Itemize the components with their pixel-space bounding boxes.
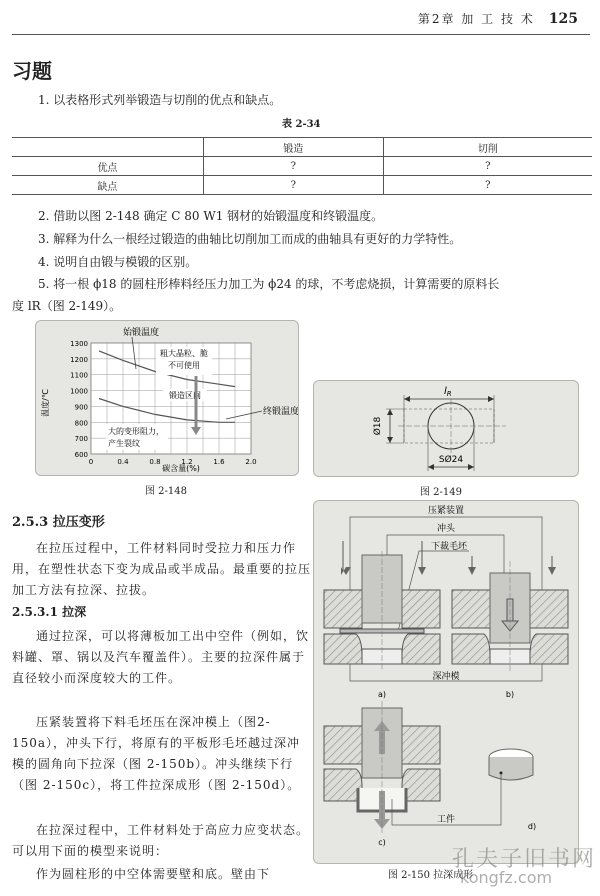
y-tick-label: 1000 [70,387,88,396]
y-tick-label: 1200 [70,355,88,364]
annotation-resistance: 大的变形阻力， [108,427,164,436]
deep-drawing-diagram [314,501,578,863]
x-tick-label: 2.0 [245,458,257,466]
annotation-cracks: 产生裂纹 [108,439,140,448]
sub-label-b: b) [505,690,515,699]
table-cell: ? [203,157,383,176]
comparison-table [12,137,592,195]
figure-2-150-caption: 图 2-150 拉深成形 [388,870,474,881]
label-s24: SØ24 [438,455,464,465]
x-tick-label: 0 [88,458,94,466]
series-label-end: 终锻温度 [263,407,298,417]
section-title: 习题 [12,59,52,83]
x-axis-label: 碳含量(%) [162,464,200,473]
running-header [418,10,578,27]
table-header-row [12,138,592,157]
paragraph-5: 作为圆柱形的中空体需要壁和底。壁由下 [36,867,271,881]
paragraph-4: 在拉深过程中，工件材料处于高应力应变状态。可以用下面的模型来说明： [12,823,310,858]
table-row [12,157,592,176]
stage-c [324,701,440,833]
y-tick-label: 800 [74,419,88,428]
question-4: 4. 说明自由锻与模锻的区别。 [38,255,198,269]
chapter-title: 第2章 加 工 技 术 [417,12,535,26]
stage-b [452,556,568,671]
question-3: 3. 解释为什么一根经过锻造的曲轴比切削加工而成的曲轴具有更好的力学特性。 [38,232,462,246]
table-cell: ? [383,157,592,176]
bar-to-sphere-diagram [314,381,578,476]
forging-temperature-chart [36,321,298,475]
y-tick-label: 1300 [70,340,88,348]
series-label-start: 始锻温度 [122,328,160,338]
y-tick-label: 600 [74,451,88,459]
label-blank: 下裁毛坯 [430,542,468,552]
y-ticks [70,340,88,459]
table-header-cell: 锻造 [203,138,383,157]
table-cell: ? [203,176,383,195]
stage-a [324,541,440,671]
label-workpiece: 工件 [436,815,456,825]
paragraph-2: 通过拉深，可以将薄板加工出中空件（例如，饮料罐、罩、锅以及汽车覆盖件）。主要的拉深件属于直径较小而深度较大的工件。 [12,629,310,685]
question-2: 2. 借助以图 2-148 确定 C 80 W1 钢材的始锻温度和终锻温度。 [38,209,384,223]
figure-2-148 [35,320,299,476]
annotation-unusable: 不可使用 [168,361,200,370]
annotation-coarse-grain: 粗大晶粒、脆 [160,349,208,358]
x-tick-label: 1.2 [181,458,193,466]
figure-2-149 [313,380,579,477]
x-tick-label: 1.6 [213,458,225,466]
sub-label-c: c) [378,838,386,847]
figure-2-148-caption: 图 2-148 [145,486,188,497]
question-1: 1. 以表格形式列举锻造与切削的优点和缺点。 [38,93,282,107]
figure-2-149-caption: 图 2-149 [420,487,463,498]
section-2-5-3-1-heading: 2.5.3.1 拉深 [12,605,87,619]
table-caption: 表 2-34 [282,119,321,130]
y-tick-label: 700 [74,435,88,444]
label-die: 深冲模 [432,672,460,682]
sub-label-d: d) [527,822,537,831]
question-5: 5. 将一根 ϕ18 的圆柱形棒料经压力加工为 ϕ24 的球，不考虑烧损，计算需要的原料长 [38,277,500,291]
label-d18: Ø18 [373,416,383,436]
sub-label-a: a) [377,690,387,699]
header-rule [12,34,590,35]
y-tick-label: 1100 [70,371,88,380]
y-tick-label: 900 [74,403,88,412]
label-punch: 冲头 [436,524,456,534]
x-tick-label: 0.8 [149,458,161,466]
paragraph-3: 压紧装置将下料毛坯压在深冲模上（图2-150a），冲头下行，将原有的平板形毛坯越过深冲模的圆角向下拉深（图 2-150b）。冲头继续下行（图 2-150c），将工件拉深成形（图 2-150d）。 [12,715,301,792]
label-clamp: 压紧装置 [427,506,465,516]
page-number: 125 [548,11,578,27]
watermark-url: kongfz.com [460,868,553,887]
table-header-cell: 切削 [383,138,592,157]
x-tick-label: 0.4 [117,458,129,466]
table-cell: 优点 [12,157,203,176]
y-axis-label: 温度/℃ [41,389,50,417]
table-cell: ? [383,176,592,195]
section-2-5-3-heading: 2.5.3 拉压变形 [12,515,105,530]
table-row [12,176,592,195]
question-5-cont: 度 lR（图 2-149）。 [12,299,122,313]
table-cell: 缺点 [12,176,203,195]
label-lr: $l_R$ [444,386,452,398]
stage-d-workpiece [489,749,533,780]
figure-2-150 [313,500,579,864]
annotation-forging-range: 锻造区间 [169,391,201,400]
watermark-chinese: 孔夫子旧书网 [452,847,597,872]
paragraph-1: 在拉压过程中，工件材料同时受拉力和压力作用，在塑性状态下变为成品或半成品。最重要的拉压加工方法有拉深、拉拔。 [12,541,312,597]
table-header-cell [12,138,203,157]
